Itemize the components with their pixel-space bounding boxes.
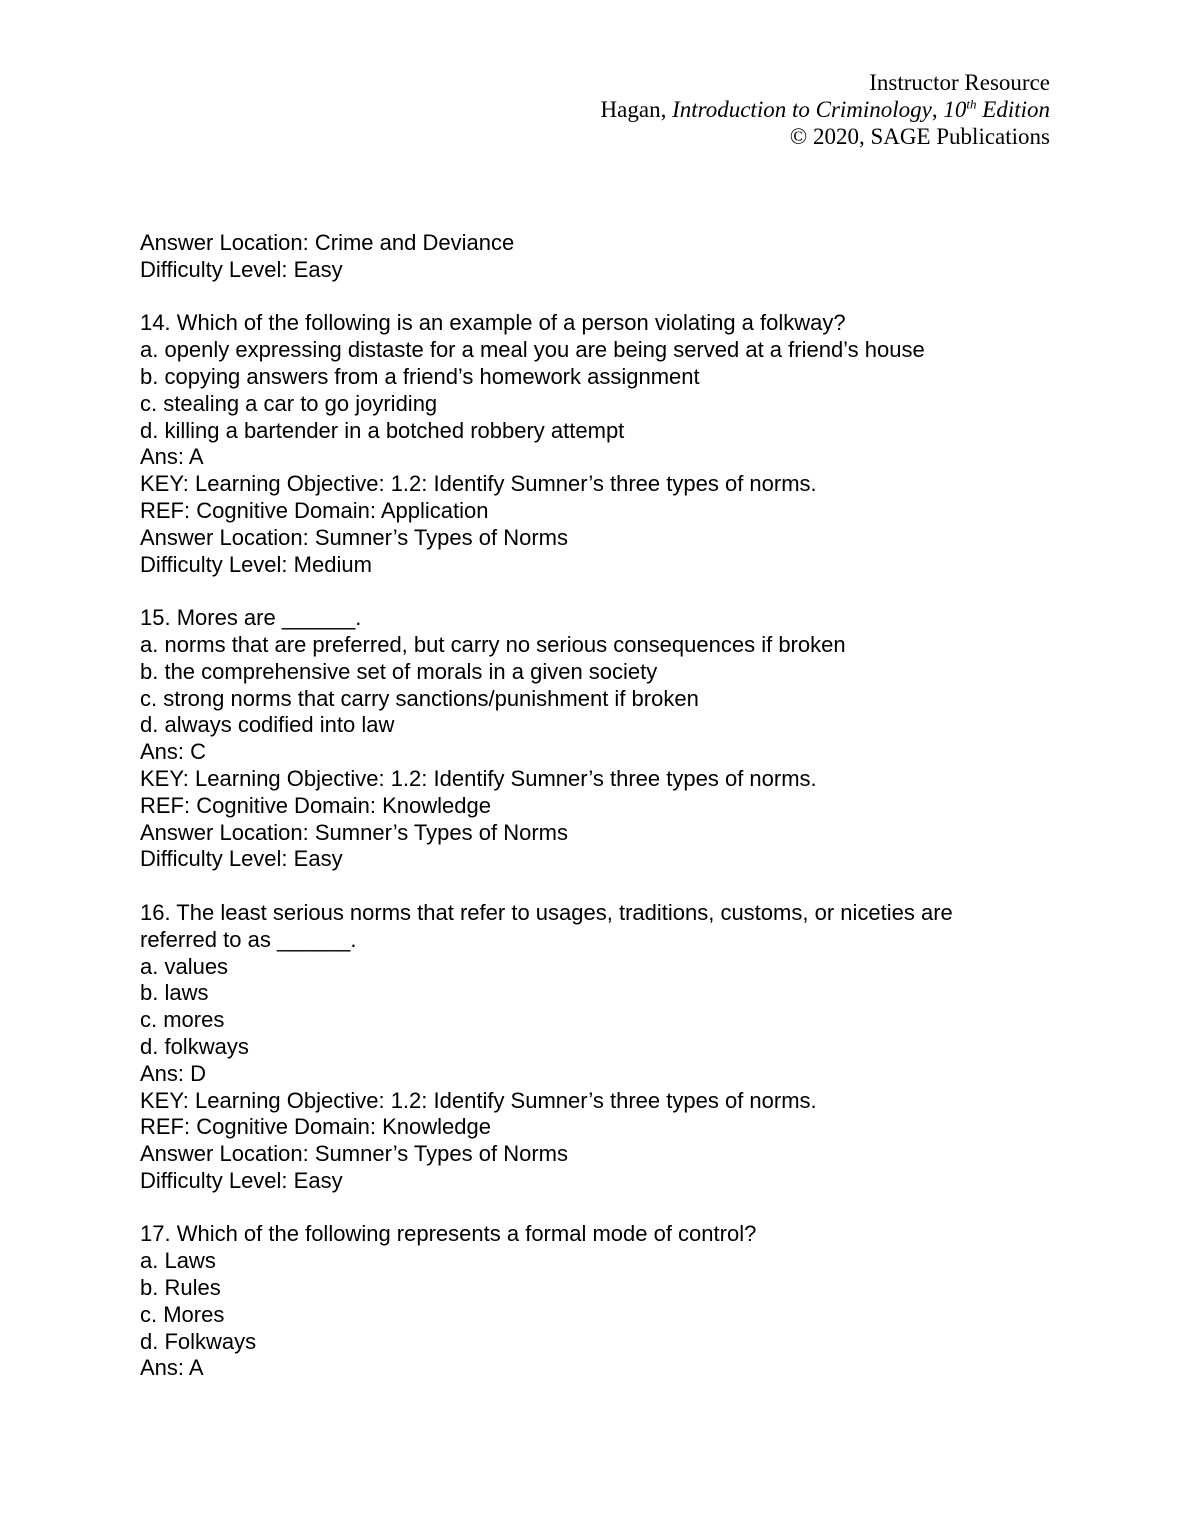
answer: Ans: A [140,444,204,470]
option-b: b. Rules [140,1275,221,1301]
previous-question-tail [140,230,1050,284]
answer-location: Answer Location: Crime and Deviance [140,230,515,255]
question-stem-line-2: referred to as ______. [140,926,357,952]
option-b: b. the comprehensive set of morals in a given society [140,658,658,684]
header-copyright: © 2020, SAGE Publications [789,124,1050,149]
option-a: a. values [140,953,229,979]
question-14 [140,310,1050,578]
option-d: d. always codified into law [140,712,395,738]
header-book: Hagan, Introduction to Criminology, 10th Edition [600,96,1050,122]
option-d: d. folkways [140,1033,249,1059]
question-stem-line-1: 16. The least serious norms that refer to usages, traditions, customs, or niceties are [140,899,953,925]
page-header [601,69,1050,150]
header-resource: Instructor Resource [869,70,1050,95]
answer: Ans: D [140,1060,207,1086]
ref-domain: REF: Cognitive Domain: Application [140,497,489,523]
option-a: a. openly expressing distaste for a meal you are being served at a friend’s house [140,337,925,363]
key-objective: KEY: Learning Objective: 1.2: Identify Sumner’s three types of norms. [140,471,817,497]
option-b: b. copying answers from a friend’s homework assignment [140,363,700,389]
answer-location: Answer Location: Sumner’s Types of Norms [140,524,568,550]
option-a: a. norms that are preferred, but carry no serious consequences if broken [140,631,846,657]
question-stem: 14. Which of the following is an example of a person violating a folkway? [140,310,846,336]
option-c: c. strong norms that carry sanctions/punishment if broken [140,685,699,711]
key-objective: KEY: Learning Objective: 1.2: Identify Sumner’s three types of norms. [140,1087,817,1113]
option-d: d. Folkways [140,1328,257,1354]
option-a: a. Laws [140,1248,216,1274]
option-b: b. laws [140,980,209,1006]
option-c: c. stealing a car to go joyriding [140,390,438,416]
book-title: Introduction to Criminology [672,97,932,122]
difficulty-level: Difficulty Level: Easy [140,1167,343,1193]
question-16 [140,900,1050,1195]
edition: 10th Edition [943,96,1050,122]
answer-location: Answer Location: Sumner’s Types of Norms [140,1141,568,1167]
option-d: d. killing a bartender in a botched robbery attempt [140,417,625,443]
ref-domain: REF: Cognitive Domain: Knowledge [140,1114,491,1140]
question-content [140,230,1050,1382]
option-c: c. Mores [140,1301,225,1327]
key-objective: KEY: Learning Objective: 1.2: Identify Sumner’s three types of norms. [140,765,817,791]
difficulty-level: Difficulty Level: Medium [140,551,372,577]
option-c: c. mores [140,1007,225,1033]
answer: Ans: A [140,1355,204,1381]
question-stem: 15. Mores are ______. [140,605,362,631]
answer: Ans: C [140,739,207,765]
question-17 [140,1221,1050,1382]
answer-location: Answer Location: Sumner’s Types of Norms [140,819,568,845]
ref-domain: REF: Cognitive Domain: Knowledge [140,792,491,818]
difficulty-level: Difficulty Level: Easy [140,256,343,282]
difficulty-level: Difficulty Level: Easy [140,846,343,872]
question-stem: 17. Which of the following represents a formal mode of control? [140,1221,757,1247]
question-15 [140,605,1050,873]
